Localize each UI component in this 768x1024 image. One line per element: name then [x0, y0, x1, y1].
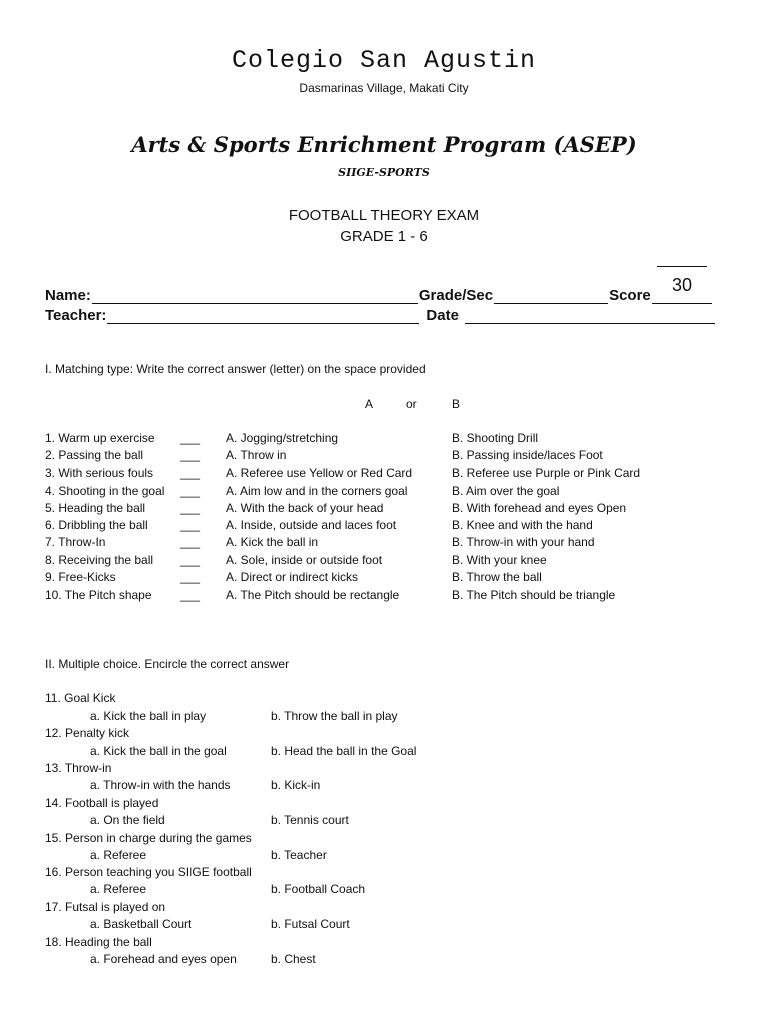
- choice-b: B. Throw the ball: [452, 570, 542, 584]
- mc-option-a[interactable]: a. Referee: [90, 848, 147, 862]
- mc-option-a[interactable]: a. On the field: [90, 813, 165, 827]
- matching-question: 1. Warm up exercise: [45, 431, 155, 445]
- answer-blank[interactable]: ___: [180, 501, 201, 515]
- program-title: Arts & Sports Enrichment Program (ASEP): [131, 132, 637, 157]
- matching-question: 7. Throw-In: [45, 535, 106, 549]
- choice-a: A. Kick the ball in: [226, 535, 319, 549]
- mc-question: 15. Person in charge during the games: [45, 831, 252, 845]
- answer-blank[interactable]: ___: [180, 588, 201, 602]
- name-label: Name:: [45, 287, 91, 304]
- mc-question: 17. Futsal is played on: [45, 900, 166, 914]
- mc-option-a[interactable]: a. Basketball Court: [90, 917, 192, 931]
- mc-option-b[interactable]: b. Teacher: [271, 848, 327, 862]
- choice-b: B. Shooting Drill: [452, 431, 539, 445]
- grade-range: GRADE 1 - 6: [340, 228, 428, 245]
- mc-option-a[interactable]: a. Referee: [90, 882, 147, 896]
- grade-sec-field[interactable]: [494, 289, 608, 304]
- column-a-heading: A: [365, 397, 374, 411]
- score-total-line: [657, 266, 707, 267]
- choice-b: B. Referee use Purple or Pink Card: [452, 466, 641, 480]
- teacher-field[interactable]: [107, 309, 419, 324]
- score-field[interactable]: [652, 289, 712, 304]
- school-name: Colegio San Agustin: [231, 46, 537, 75]
- mc-option-b[interactable]: b. Throw the ball in play: [271, 709, 398, 723]
- choice-b: B. With your knee: [452, 553, 547, 567]
- matching-question: 5. Heading the ball: [45, 501, 146, 515]
- choice-a: A. With the back of your head: [226, 501, 384, 515]
- matching-question: 4. Shooting in the goal: [45, 484, 165, 498]
- mc-option-b[interactable]: b. Chest: [271, 952, 316, 966]
- answer-blank[interactable]: ___: [180, 518, 201, 532]
- choice-b: B. With forehead and eyes Open: [452, 501, 627, 515]
- choice-b: B. Aim over the goal: [452, 484, 560, 498]
- choice-b: B. Throw-in with your hand: [452, 535, 595, 549]
- mc-question: 14. Football is played: [45, 796, 159, 810]
- column-or-heading: or: [406, 397, 417, 411]
- grade-sec-label: Grade/Sec: [418, 287, 494, 304]
- choice-a: A. Throw in: [226, 448, 287, 462]
- mc-option-a[interactable]: a. Kick the ball in the goal: [90, 744, 227, 758]
- choice-a: A. Sole, inside or outside foot: [226, 553, 383, 567]
- part1-instruction: I. Matching type: Write the correct answer (letter) on the space provided: [45, 362, 426, 376]
- mc-option-b[interactable]: b. Head the ball in the Goal: [271, 744, 417, 758]
- mc-option-a[interactable]: a. Forehead and eyes open: [90, 952, 237, 966]
- matching-question: 3. With serious fouls: [45, 466, 154, 480]
- choice-b: B. The Pitch should be triangle: [452, 588, 616, 602]
- answer-blank[interactable]: ___: [180, 466, 201, 480]
- date-label: Date: [426, 307, 459, 324]
- choice-a: A. Direct or indirect kicks: [226, 570, 359, 584]
- matching-question: 9. Free-Kicks: [45, 570, 116, 584]
- matching-question: 6. Dribbling the ball: [45, 518, 148, 532]
- answer-blank[interactable]: ___: [180, 535, 201, 549]
- choice-a: A. Referee use Yellow or Red Card: [226, 466, 413, 480]
- date-field[interactable]: [465, 309, 715, 324]
- mc-option-a[interactable]: a. Kick the ball in play: [90, 709, 207, 723]
- mc-option-a[interactable]: a. Throw-in with the hands: [90, 778, 231, 792]
- choice-b: B. Knee and with the hand: [452, 518, 593, 532]
- mc-option-b[interactable]: b. Futsal Court: [271, 917, 350, 931]
- score-total: 30: [672, 275, 693, 295]
- mc-question: 12. Penalty kick: [45, 726, 130, 740]
- mc-option-b[interactable]: b. Tennis court: [271, 813, 349, 827]
- mc-question: 13. Throw-in: [45, 761, 112, 775]
- teacher-label: Teacher:: [45, 307, 107, 324]
- mc-option-b[interactable]: b. Kick-in: [271, 778, 321, 792]
- choice-a: A. The Pitch should be rectangle: [226, 588, 400, 602]
- matching-question: 2. Passing the ball: [45, 448, 144, 462]
- mc-question: 18. Heading the ball: [45, 935, 152, 949]
- answer-blank[interactable]: ___: [180, 484, 201, 498]
- school-address: Dasmarinas Village, Makati City: [299, 81, 469, 95]
- answer-blank[interactable]: ___: [180, 431, 201, 445]
- answer-blank[interactable]: ___: [180, 448, 201, 462]
- answer-blank[interactable]: ___: [180, 553, 201, 567]
- exam-title: FOOTBALL THEORY EXAM: [288, 207, 480, 224]
- matching-question: 8. Receiving the ball: [45, 553, 154, 567]
- choice-a: A. Aim low and in the corners goal: [226, 484, 408, 498]
- part2-instruction: II. Multiple choice. Encircle the correct answer: [45, 657, 290, 671]
- matching-question: 10. The Pitch shape: [45, 588, 152, 602]
- name-grade-score-row: [45, 287, 713, 304]
- choice-b: B. Passing inside/laces Foot: [452, 448, 603, 462]
- choice-a: A. Jogging/stretching: [226, 431, 339, 445]
- choice-a: A. Inside, outside and laces foot: [226, 518, 397, 532]
- program-subtitle: SIIGE-SPORTS: [338, 166, 430, 179]
- mc-option-b[interactable]: b. Football Coach: [271, 882, 366, 896]
- name-field[interactable]: [92, 289, 418, 304]
- teacher-date-row: [45, 307, 716, 324]
- score-label: Score: [609, 287, 651, 304]
- mc-question: 11. Goal Kick: [45, 691, 116, 705]
- column-b-heading: B: [452, 397, 461, 411]
- answer-blank[interactable]: ___: [180, 570, 201, 584]
- mc-question: 16. Person teaching you SIIGE football: [45, 865, 252, 879]
